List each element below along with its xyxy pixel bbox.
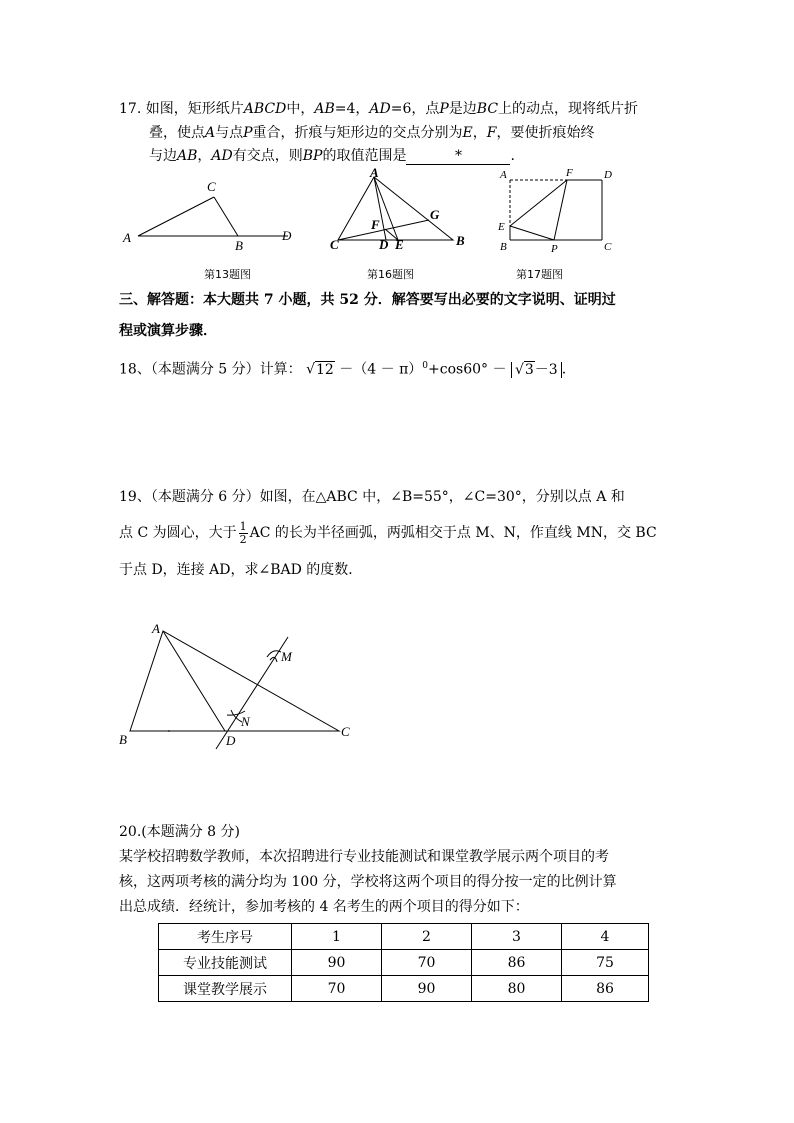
q17-text: =6，点 [390, 101, 440, 117]
line-cb [214, 197, 238, 236]
score-table [158, 923, 649, 1002]
q17-var: P [243, 125, 253, 141]
label-g: G [430, 207, 440, 222]
q18-end: . [561, 361, 567, 378]
label-d: D [282, 228, 292, 243]
caption-fig17: 第17题图 [516, 268, 563, 281]
figure-16 [328, 165, 473, 260]
q17-text: ， [472, 125, 487, 141]
label-a: A [123, 230, 131, 245]
line-ac [138, 197, 214, 236]
sqrt-icon: √ [514, 361, 524, 378]
q19-line1: 19、（本题满分 6 分）如图，在△ABC 中，∠B=55°，∠C=30°，分别以点 A 和 [119, 489, 625, 505]
q17-text: 有交点，则 [232, 148, 303, 164]
table-cell: 86 [472, 950, 562, 976]
q17-var: ABCD [243, 101, 287, 117]
q20-line2: 核，这两项考核的满分均为 100 分，学校将这两个项目的得分按一定的比例计算 [119, 874, 617, 890]
figure-19 [113, 612, 363, 752]
fraction-denominator: 2 [239, 532, 247, 546]
q18-mid: －（4 － π） [339, 361, 423, 378]
table-cell: 课堂教学展示 [159, 976, 292, 1002]
q17-var: AD [211, 148, 233, 164]
q17-var: AB [314, 101, 335, 117]
q20-line3: 出总成绩．经统计，参加考核的 4 名考生的两个项目的得分如下： [119, 899, 529, 915]
q17-var: F [486, 125, 497, 141]
q17-var: P [439, 101, 449, 117]
label-a: A [152, 621, 160, 636]
table-cell: 80 [472, 976, 562, 1002]
label-m: M [281, 649, 292, 664]
table-cell: 考生序号 [159, 924, 292, 950]
table-cell: 4 [562, 924, 649, 950]
q19-text: AC 的长为半径画弧，两弧相交于点 M、N，作直线 MN，交 BC [249, 525, 657, 541]
q19-line3: 于点 D，连接 AD，求∠BAD 的度数． [119, 562, 363, 578]
label-c: C [604, 241, 612, 253]
table-cell: 70 [382, 950, 472, 976]
table-cell: 专业技能测试 [159, 950, 292, 976]
sqrt-icon: √ [306, 361, 315, 378]
q19-line2 [119, 517, 657, 549]
q17-line1 [119, 96, 638, 122]
label-b: B [235, 238, 243, 253]
table-cell: 90 [292, 950, 382, 976]
q20-line1: 某学校招聘数学教师，本次招聘进行专业技能测试和课堂教学展示两个项目的考 [119, 849, 609, 865]
q18-prefix: 18、（本题满分 5 分）计算： [119, 361, 302, 378]
caption-fig13: 第13题图 [204, 268, 251, 281]
q17-var: BP [302, 148, 323, 164]
label-d: D [604, 169, 612, 181]
table-row [159, 976, 649, 1002]
caption-fig16: 第16题图 [367, 268, 414, 281]
label-f: F [371, 217, 380, 232]
label-b: B [456, 233, 465, 248]
q18-exponent: 0 [422, 361, 429, 371]
q20-title: 20.(本题满分 8 分) [119, 824, 240, 840]
label-p: P [551, 243, 558, 255]
point-mark [168, 730, 170, 732]
label-c: C [207, 179, 216, 194]
q18-line [119, 353, 566, 383]
label-a: A [500, 169, 507, 181]
q17-text: ， [197, 148, 212, 164]
line-ad [163, 631, 225, 731]
q17-text: 与点 [215, 125, 244, 141]
q17-number: 17. [119, 101, 142, 117]
figure-17 [492, 166, 622, 258]
table-row [159, 950, 649, 976]
q17-var: BC [476, 101, 499, 117]
table-cell: 1 [292, 924, 382, 950]
q18-cos: +cos60° － [428, 361, 507, 378]
q17-text: =4， [334, 101, 370, 117]
table-cell: 75 [562, 950, 649, 976]
q17-var: AD [369, 101, 391, 117]
table-cell: 3 [472, 924, 562, 950]
q17-text: 中， [286, 101, 315, 117]
q18-sqrt12: 12 [316, 361, 334, 378]
q19-text: 点 C 为圆心，大于 [119, 525, 237, 541]
q17-text: 是边 [448, 101, 477, 117]
answer-blank: * [406, 145, 510, 165]
q17-var: E [462, 125, 473, 141]
table-cell: 86 [562, 976, 649, 1002]
label-e: E [498, 221, 505, 233]
label-e: E [395, 237, 404, 252]
q17-text: 与边 [149, 148, 177, 164]
table-cell: 90 [382, 976, 472, 1002]
q18-abs-tail: －3 [534, 361, 558, 378]
q17-text: 的取值范围是 [322, 148, 407, 164]
label-d: D [379, 237, 389, 252]
q17-text: 上的动点，现将纸片折 [498, 101, 639, 117]
label-c: C [330, 237, 339, 252]
label-f: F [566, 167, 573, 179]
label-b: B [119, 732, 127, 747]
section-heading-cont: 程或演算步骤． [119, 323, 217, 339]
q17-var: AB [177, 148, 198, 164]
q18-absolute [511, 362, 562, 378]
table-cell: 70 [292, 976, 382, 1002]
label-n: N [241, 714, 250, 729]
label-b: B [500, 241, 507, 253]
fraction-numerator: 1 [239, 519, 247, 533]
table-cell: 2 [382, 924, 472, 950]
q18-abs-sqrt: 3 [524, 361, 534, 378]
q17-text: ，要使折痕始终 [496, 125, 595, 141]
q17-var: A [205, 125, 216, 141]
label-d: D [226, 733, 236, 748]
q17-text: . [510, 148, 515, 164]
label-c: C [341, 724, 350, 739]
line-ep [510, 226, 554, 240]
fraction-half [239, 521, 248, 546]
table-header-row [159, 924, 649, 950]
q17-text: 重合，折痕与矩形边的交点分别为 [252, 125, 463, 141]
section-heading: 三、解答题：本大题共 7 小题，共 52 分．解答要写出必要的文字说明、证明过 [119, 292, 616, 308]
q17-text: 叠，使点 [149, 125, 205, 141]
q17-text: 如图，矩形纸片 [145, 101, 244, 117]
label-a: A [370, 165, 379, 180]
